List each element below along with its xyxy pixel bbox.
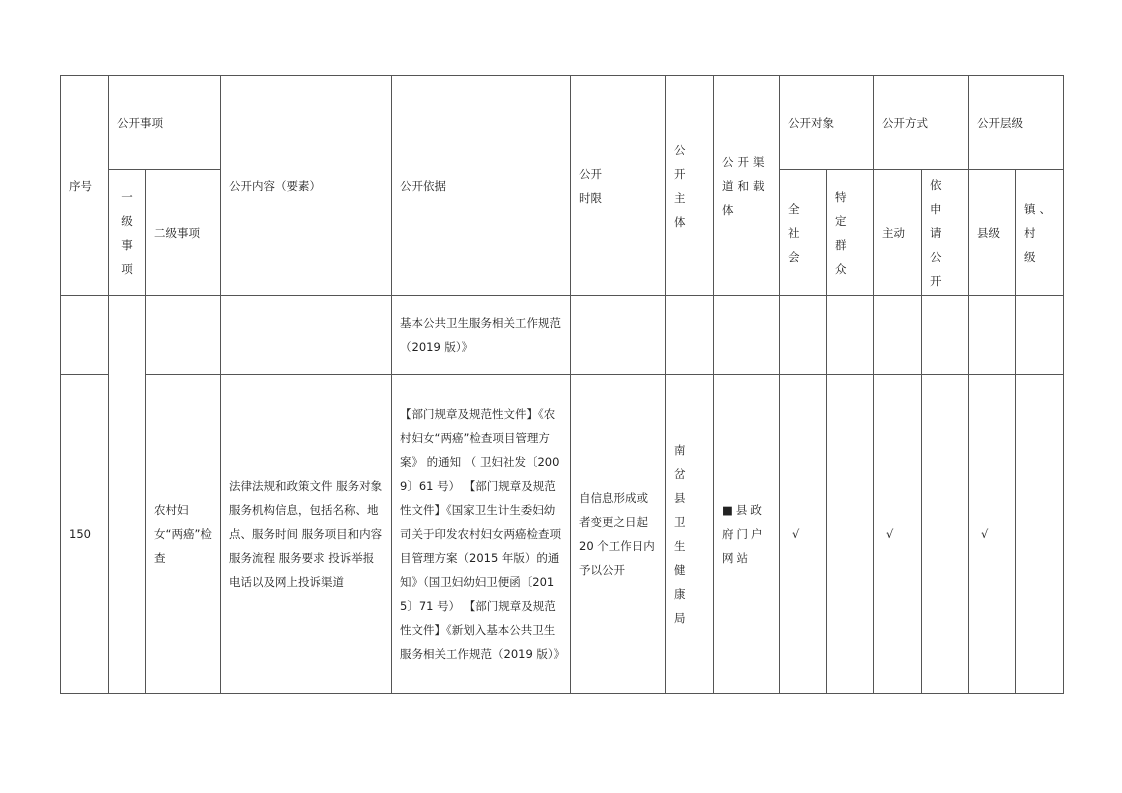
row-target-all [780,296,827,375]
row-target-specific [827,296,874,375]
row-level-town [1016,375,1064,694]
header-level1-text: 一级事项 [121,189,133,276]
row-basis: 基本公共卫生服务相关工作规范（2019 版）》 [392,296,571,375]
header-subject-text: 公开主体 [674,142,690,229]
header-subject [666,76,714,296]
header-method-active: 主动 [874,170,922,296]
header-time-limit [571,76,666,296]
row-level-county [969,296,1016,375]
header-items-group: 公开事项 [109,76,221,170]
row-content [221,296,392,375]
header-level-group: 公开层级 [969,76,1064,170]
disclosure-table [60,75,1064,694]
row-time-limit: 自信息形成或者变更之日起 20 个工作日内予以公开 [571,375,666,694]
header-level1 [109,170,146,296]
header-level-town [1016,170,1064,296]
header-row-1 [61,76,1064,170]
header-target-specific-text: 特定群众 [835,189,851,276]
header-target-group: 公开对象 [780,76,874,170]
row-time-limit [571,296,666,375]
table-row [61,296,1064,375]
row-level2 [146,375,221,694]
header-seq: 序号 [61,76,109,296]
row-content: 法律法规和政策文件 服务对象 服务机构信息，包括名称、地点、服务时间 服务项目和内容 服务流程 服务要求 投诉举报电话以及网上投诉渠道 [221,375,392,694]
header-method-group: 公开方式 [874,76,969,170]
row-seq [61,296,109,375]
row-level-town [1016,296,1064,375]
row-method-active [874,296,922,375]
row-basis: 【部门规章及规范性文件】《农村妇女“两癌”检查项目管理方案》 的通知 （ 卫妇社发〔2009〕61 号） 【部门规章及规范性文件】《国家卫生计生委妇幼司关于印发农村妇女两癌检查项目管理方案（2015 年版）的通知》（国卫妇幼妇卫便函〔2015〕71 号） 【部门规章及规范性文件】《新划入基本公共卫生服务相关工作规范（2019 版）》 [392,375,571,694]
row-channel [714,375,780,694]
header-method-apply-text: 依申请公开 [930,177,946,288]
row-level2 [146,296,221,375]
row-method-apply [922,296,969,375]
row-method-apply [922,375,969,694]
row-channel [714,296,780,375]
header-content: 公开内容（要素） [221,76,392,296]
header-channel [714,76,780,296]
header-target-all-text: 全社会 [788,201,804,264]
header-basis: 公开依据 [392,76,571,296]
row-channel-text: ■县政府门户网站 [722,503,766,565]
row-level1 [109,296,146,694]
header-time-limit-text: 公开时限 [579,166,602,205]
header-target-specific [827,170,874,296]
table-row [61,375,1064,694]
row-subject-text: 南岔县卫生健康局 [674,443,690,625]
row-target-specific [827,375,874,694]
header-level-county: 县级 [969,170,1016,296]
row-level-county-check: √ [969,375,1016,694]
row-subject [666,296,714,375]
row-subject [666,375,714,694]
header-method-apply [922,170,969,296]
row-seq: 150 [61,375,109,694]
header-target-all [780,170,827,296]
row-method-active-check: √ [874,375,922,694]
header-channel-text: 公开渠道和载体 [722,154,769,217]
document-page [60,75,1063,692]
header-level2: 二级事项 [146,170,221,296]
header-level-town-text: 镇、村级 [1024,201,1055,264]
row-target-all-check: √ [780,375,827,694]
row-level2-text: 农村妇女“两癌”检查 [154,503,212,565]
